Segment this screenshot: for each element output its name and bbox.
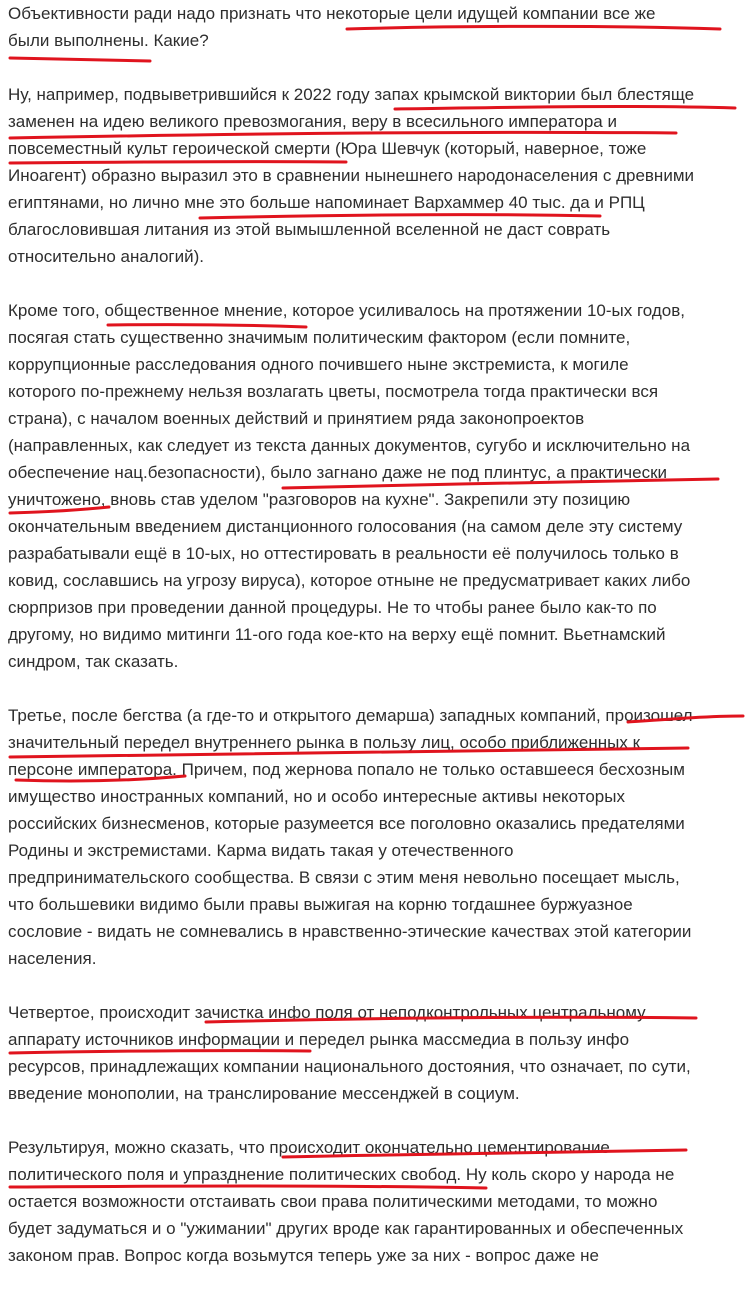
text-line: предпринимательского сообщества. В связи с этим меня невольно посещает мысль,	[8, 868, 680, 887]
text-line: политического поля и упразднение политических свобод. Ну коль скоро у народа не	[8, 1165, 675, 1184]
text-line: Родины и экстремистами. Карма видать такая у отечественного	[8, 841, 514, 860]
text-line: будет задуматься и о "ужимании" других вроде как гарантированных и обеспеченных	[8, 1219, 684, 1238]
text-line: синдром, так сказать.	[8, 652, 179, 671]
paragraph-third-point	[8, 702, 748, 972]
text-line: Результируя, можно сказать, что происходит окончательно цементирование	[8, 1138, 610, 1157]
text-line: египтянами, но лично мне это больше напоминает Вархаммер 40 тыс. да и РПЦ	[8, 193, 645, 212]
text-line: другому, но видимо митинги 11-ого года кое-кто на верху ещё помнит. Вьетнамский	[8, 625, 666, 644]
text-line: окончательным введением дистанционного голосования (на самом деле эту систему	[8, 517, 683, 536]
text-line: посягая стать существенно значимым политическим фактором (если помните,	[8, 328, 631, 347]
text-line: Кроме того, общественное мнение, которое усиливалось на протяжении 10-ых годов,	[8, 301, 685, 320]
text-line: значительный передел внутреннего рынка в пользу лиц, особо приближенных к	[8, 733, 641, 752]
text-line: ресурсов, принадлежащих компании национального достояния, что означает, по сути,	[8, 1057, 691, 1076]
text-line: обеспечение нац.безопасности), было загнано даже не под плинтус, а практически	[8, 463, 668, 482]
text-line: заменен на идею великого превозмогания, веру в всесильного императора и	[8, 112, 617, 131]
text-line: Объективности ради надо признать что некоторые цели идущей компании все же	[8, 4, 656, 23]
text-line: остается возможности отстаивать свои права политическими методами, то можно	[8, 1192, 658, 1211]
text-line: ковид, сославшись на угрозу вируса), которое отныне не предусматривает каких либо	[8, 571, 691, 590]
text-line: страна), с началом военных действий и принятием ряда законопроектов	[8, 409, 585, 428]
text-line: Четвертое, происходит зачистка инфо поля от неподконтрольных центральному	[8, 1003, 646, 1022]
text-line: Иноагент) образно выразил это в сравнении нынешнего народонаселения с древними	[8, 166, 695, 185]
text-line: введение монополии, на транслирование мессенджей в социум.	[8, 1084, 520, 1103]
paragraph-fourth-point	[8, 999, 748, 1107]
text-line: были выполнены. Какие?	[8, 31, 209, 50]
text-line: которого по-прежнему нельзя возлагать цветы, посмотрела тогда практически вся	[8, 382, 659, 401]
text-line: населения.	[8, 949, 97, 968]
paragraph-first-point	[8, 81, 748, 270]
text-line: аппарату источников информации и передел рынка массмедиа в пользу инфо	[8, 1030, 630, 1049]
text-line: повсеместный культ героической смерти (Юра Шевчук (который, наверное, тоже	[8, 139, 647, 158]
text-line: коррупционные расследования одного почившего ныне экстремиста, к могиле	[8, 355, 629, 374]
text-line: Ну, например, подвыветрившийся к 2022 году запах крымской виктории был блестяще	[8, 85, 695, 104]
text-line: сословие - видать не сомневались в нравственно-этические качествах этой категории	[8, 922, 692, 941]
text-line: российских бизнесменов, которые разумеется все поголовно оказались предателями	[8, 814, 685, 833]
text-line: уничтожено, вновь став уделом "разговоров на кухне". Закрепили эту позицию	[8, 490, 631, 509]
text-line: благословившая литания из этой вымышленной вселенной не даст соврать	[8, 220, 611, 239]
text-line: относительно аналогий).	[8, 247, 204, 266]
paragraph-second-point	[8, 297, 748, 675]
paragraph-conclusion	[8, 1134, 748, 1269]
text-line: персоне императора. Причем, под жернова попало не только оставшееся бесхозным	[8, 760, 685, 779]
paragraph-intro	[8, 0, 748, 54]
text-line: имущество иностранных компаний, но и особо интересные активы некоторых	[8, 787, 625, 806]
text-line: Третье, после бегства (а где-то и открытого демарша) западных компаний, произошел	[8, 706, 693, 725]
text-line: сюрпризов при проведении данной процедуры. Не то чтобы ранее было как-то по	[8, 598, 657, 617]
text-line: законом прав. Вопрос когда возьмутся теперь уже за них - вопрос даже не	[8, 1246, 599, 1265]
text-line: (направленных, как следует из текста данных документов, сугубо и исключительно на	[8, 436, 691, 455]
text-line: что большевики видимо были правы выжигая на корню тогдашнее буржуазное	[8, 895, 633, 914]
article-body	[8, 0, 748, 1296]
text-line: разрабатывали ещё в 10-ых, но оттестировать в реальности её получилось только в	[8, 544, 679, 563]
